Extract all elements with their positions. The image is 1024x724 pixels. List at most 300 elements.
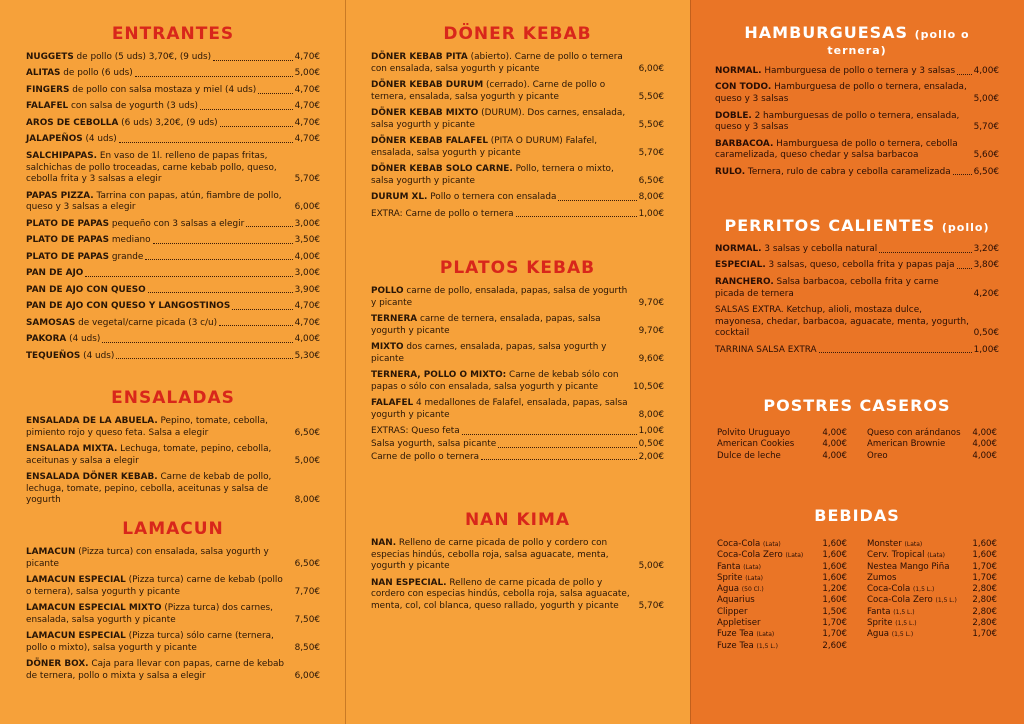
drink-price: 2,80€: [972, 618, 997, 629]
item-list: [715, 244, 999, 356]
item-desc: de pollo con salsa mostaza y miel (4 uds): [69, 84, 257, 95]
item-name: PAN DE AJO CON QUESO: [26, 284, 146, 295]
drink-size: (Lata): [785, 552, 804, 560]
item-price: 0,50€: [638, 438, 664, 449]
leader-dots: [558, 200, 636, 201]
drink-label: Oreo: [867, 450, 888, 461]
drink-size: (1,5 L.): [893, 608, 915, 616]
item-price: 4,00€: [294, 251, 320, 262]
drink-size: (Lata): [927, 552, 945, 560]
item-row: [26, 631, 320, 654]
menu-item: [26, 118, 320, 130]
drink-name: [717, 618, 761, 629]
menu-item: [26, 416, 320, 439]
item-desc: Salsa barbacoa, cebolla frita y carne picada de ternera: [715, 276, 939, 299]
item-row: [371, 164, 664, 187]
drink-label: Agua: [867, 629, 890, 640]
item-desc: Relleno de carne picada de pollo y cordero con especias hindús, cebolla roja, salsa aguacate, menta, yogurth y picante: [371, 538, 609, 572]
item-row: [371, 136, 664, 159]
drink-label: Fuze Tea: [717, 640, 754, 651]
section-hamburguesas: [715, 25, 999, 183]
item-name: PAN DE AJO CON QUESO Y LANGOSTINOS: [26, 301, 231, 312]
drink-row: [717, 562, 847, 573]
item-desc: Carne de kebab sólo con papas o sólo con ensalada, salsa yogurth y picante: [371, 370, 619, 392]
menu-item: [26, 219, 320, 231]
item-price: 5,30€: [294, 350, 320, 361]
item-name: PLATO DE PAPAS: [26, 235, 110, 246]
drink-row: [867, 618, 997, 629]
item-price: 4,70€: [294, 134, 320, 145]
drink-name: [867, 451, 888, 462]
drink-label: American Brownie: [867, 439, 946, 450]
item-name: TERNERA, POLLO O MIXTO:: [371, 370, 507, 381]
section-title: ENTRANTES: [111, 24, 235, 44]
item-row: [715, 111, 999, 134]
item-price: 5,70€: [294, 174, 320, 185]
item-text: [371, 452, 479, 464]
item-text: [371, 108, 635, 131]
item-text: [715, 167, 951, 179]
item-name: ENSALADA MIXTA.: [26, 444, 118, 455]
menu-item: [715, 345, 999, 357]
item-row: [26, 219, 320, 231]
item-price: 7,70€: [294, 586, 320, 597]
drink-row: [717, 629, 847, 640]
item-row: [26, 416, 320, 439]
menu-item: [371, 164, 664, 187]
drink-price: 4,00€: [972, 439, 997, 450]
item-name: RULO.: [715, 166, 746, 177]
item-text: [26, 603, 291, 626]
item-text: [26, 547, 291, 570]
item-price: 2,00€: [638, 451, 664, 462]
menu-item: [715, 139, 999, 162]
item-row: [26, 659, 320, 682]
menu-item: [371, 426, 664, 438]
item-row: [26, 52, 320, 64]
item-text: [371, 286, 635, 309]
section-title: NAN KIMA: [464, 510, 571, 530]
drink-name: [867, 618, 917, 629]
drink-row: [717, 607, 847, 618]
section-platos: [371, 260, 664, 464]
drink-price: 2,80€: [972, 606, 997, 617]
menu-item: [26, 85, 320, 97]
item-desc: 4 medallones de Falafel, ensalada, papas, salsa yogurth y picante: [371, 398, 628, 420]
item-text: [371, 370, 629, 393]
item-name: PLATO DE PAPAS: [26, 251, 110, 262]
menu-item: [26, 334, 320, 346]
drink-size: (1,5 L.): [935, 597, 957, 605]
item-price: 3,90€: [294, 284, 320, 295]
drink-label: Coca-Cola: [717, 539, 761, 549]
item-row: [26, 101, 320, 113]
item-row: [26, 301, 320, 313]
leader-dots: [116, 358, 292, 359]
item-name: DÖNER BOX.: [26, 659, 89, 670]
item-row: [371, 398, 664, 421]
item-text: [715, 244, 877, 256]
drink-size: (Lata): [904, 541, 923, 548]
drink-label: Queso con arándanos: [867, 428, 961, 438]
item-row: [26, 472, 320, 507]
item-desc: (DURUM). Dos carnes, ensalada, salsa yogurth y picante: [371, 108, 626, 130]
leader-dots: [213, 60, 292, 61]
drink-row: [867, 539, 997, 550]
item-desc: Salsa yogurth, salsa picante: [371, 438, 497, 449]
item-text: [371, 342, 635, 365]
item-price: 4,70€: [294, 317, 320, 328]
item-text: [26, 334, 100, 346]
section-entrantes: [26, 26, 320, 367]
item-name: ENSALADA DE LA ABUELA.: [26, 416, 158, 426]
item-price: 3,50€: [294, 235, 320, 246]
item-desc: Hamburguesa de pollo o ternera, cebolla caramelizada, queso chedar y salsa barbacoa: [715, 138, 958, 161]
item-text: [26, 575, 291, 598]
drink-row: [867, 607, 997, 618]
item-name: BARBACOA.: [715, 138, 774, 149]
drink-price: 1,70€: [972, 561, 997, 572]
drink-name: [717, 428, 790, 439]
drink-label: Dulce de leche: [717, 450, 781, 461]
item-row: [26, 68, 320, 80]
section-title: PLATOS KEBAB: [439, 258, 596, 278]
section-title: LAMACUN: [122, 519, 224, 539]
menu-item: [26, 52, 320, 64]
menu-item: [26, 268, 320, 280]
item-price: 5,70€: [638, 600, 664, 611]
item-row: [26, 85, 320, 97]
menu-item: [371, 342, 664, 365]
item-desc: Caja para llevar con papas, carne de kebab de ternera, pollo o mixta y salsa a elegir: [26, 659, 285, 681]
section-ensaladas: [26, 390, 320, 512]
item-row: [371, 370, 664, 393]
drink-label: American Cookies: [717, 439, 795, 450]
item-row: [715, 167, 999, 179]
drink-name: [717, 562, 761, 573]
item-text: [371, 426, 460, 438]
bebidas-list-right: [867, 539, 997, 652]
item-text: [26, 268, 83, 280]
item-row: [26, 118, 320, 130]
item-price: 4,00€: [973, 66, 999, 76]
menu-item: [371, 452, 664, 464]
item-desc: Pepino, tomate, cebolla, pimiento rojo y queso feta. Salsa a elegir: [26, 416, 268, 438]
item-name: NORMAL.: [715, 244, 762, 254]
item-name: FALAFEL: [371, 398, 414, 409]
item-desc: (6 uds) 3,20€, (9 uds): [118, 117, 218, 128]
menu-item: [26, 631, 320, 654]
item-name: DOBLE.: [715, 110, 752, 121]
leader-dots: [879, 252, 971, 253]
item-list: [26, 547, 320, 683]
drink-name: [867, 539, 922, 550]
item-text: [26, 631, 291, 654]
item-name: LAMACUN: [26, 547, 76, 557]
item-desc: (4 uds): [66, 334, 101, 345]
menu-item: [371, 52, 664, 75]
drink-label: Cerv. Tropical: [867, 550, 925, 561]
menu-item: [26, 472, 320, 507]
item-row: [26, 334, 320, 346]
drink-row: [717, 428, 847, 439]
item-name: TERNERA: [371, 314, 418, 325]
leader-dots: [819, 352, 972, 353]
section-title: [715, 218, 999, 234]
drink-row: [867, 439, 997, 450]
menu-item: [26, 575, 320, 598]
menu-item: [371, 398, 664, 421]
item-price: 3,00€: [294, 268, 320, 279]
item-text: [371, 578, 635, 613]
drink-size: (1,5 L.): [891, 631, 914, 639]
drink-row: [717, 550, 847, 561]
drink-price: 1,20€: [822, 584, 847, 595]
item-text: [26, 444, 291, 467]
menu-item: [371, 370, 664, 393]
menu-item: [26, 285, 320, 297]
item-text: [371, 209, 514, 221]
item-desc: Carne de kebab de pollo, lechuga, tomate, pepino, cebolla, aceitunas y salsa de yogurth: [26, 472, 272, 506]
item-text: [371, 538, 635, 573]
drink-name: [867, 607, 915, 618]
item-price: 4,70€: [294, 117, 320, 128]
menu-item: [26, 252, 320, 264]
item-desc: Carne de pollo o ternera: [371, 451, 480, 462]
drink-price: 4,00€: [972, 428, 997, 438]
drink-label: Monster: [867, 539, 902, 549]
menu-item: [26, 318, 320, 330]
item-price: 10,50€: [632, 381, 664, 392]
item-desc: 3 salsas, queso, cebolla frita y papas paja: [765, 260, 955, 271]
item-row: [715, 244, 999, 256]
item-text: [26, 101, 198, 113]
menu-item: [715, 167, 999, 179]
leader-dots: [145, 259, 292, 260]
item-row: [26, 444, 320, 467]
item-price: 5,70€: [973, 122, 999, 133]
item-desc: dos carnes, ensalada, papas, salsa yogurth y picante: [371, 342, 607, 364]
menu-item: [715, 260, 999, 272]
drink-label: Fanta: [867, 606, 891, 617]
drink-row: [717, 618, 847, 629]
item-row: [26, 318, 320, 330]
menu-item: [26, 547, 320, 570]
item-row: [371, 192, 664, 204]
leader-dots: [200, 109, 293, 110]
leader-dots: [516, 216, 637, 217]
drink-name: [867, 550, 945, 561]
menu-item: [371, 108, 664, 131]
item-price: 8,00€: [638, 409, 664, 420]
drink-name: [867, 584, 934, 595]
item-row: [26, 235, 320, 247]
item-price: 6,00€: [638, 63, 664, 74]
drink-name: [867, 573, 896, 584]
postres-list-left: [717, 428, 847, 462]
drink-name: [867, 629, 913, 640]
section-perritos: [715, 218, 999, 361]
item-row: [715, 139, 999, 162]
item-name: DÖNER KEBAB FALAFEL: [371, 136, 488, 147]
drink-price: 1,70€: [972, 572, 997, 583]
drink-row: [867, 550, 997, 561]
item-name: PAN DE AJO: [26, 268, 84, 279]
drink-price: 1,60€: [972, 539, 997, 549]
drink-size: (50 Cl.): [741, 586, 764, 594]
drink-row: [717, 439, 847, 450]
item-desc: mediano: [109, 235, 151, 246]
menu-item: [715, 244, 999, 256]
drink-row: [867, 573, 997, 584]
item-name: LAMACUN ESPECIAL MIXTO: [26, 603, 162, 614]
drink-label: Nestea Mango Piña: [867, 561, 950, 572]
item-desc: (abierto). Carne de pollo o ternera con ensalada, salsa yogurth y picante: [371, 52, 623, 74]
drink-price: 2,60€: [822, 640, 847, 651]
item-row: [26, 252, 320, 264]
section-title: DÖNER KEBAB: [443, 24, 592, 44]
item-desc: pequeño con 3 salsas a elegir: [109, 218, 245, 229]
item-row: [371, 538, 664, 573]
item-row: [26, 191, 320, 214]
drink-name: [717, 573, 763, 584]
item-list: [371, 52, 664, 220]
item-price: 5,50€: [638, 119, 664, 130]
section-nankima: [371, 512, 664, 617]
menu-item: [26, 191, 320, 214]
item-list: [26, 52, 320, 362]
item-name: MIXTO: [371, 342, 404, 353]
drink-row: [867, 584, 997, 595]
item-price: 4,70€: [294, 101, 320, 112]
item-text: [371, 80, 635, 103]
item-name: FALAFEL: [26, 101, 69, 112]
drink-size: (1,5 L.): [756, 642, 778, 650]
item-desc: (Pizza turca) con ensalada, salsa yogurth y picante: [26, 547, 269, 569]
item-text: [715, 277, 970, 300]
item-list: [26, 416, 320, 507]
title-text: PERRITOS CALIENTES: [724, 216, 936, 235]
item-list: [371, 286, 664, 422]
item-desc: (cerrado). Carne de pollo o ternera, ensalada, salsa yogurth y picante: [371, 80, 606, 102]
drink-price: 1,60€: [822, 561, 847, 572]
item-desc: carne de pollo, ensalada, papas, salsa de yogurth y picante: [371, 286, 628, 308]
item-price: 5,00€: [973, 94, 999, 105]
item-price: 6,50€: [638, 175, 664, 186]
menu-item: [26, 351, 320, 363]
item-row: [371, 439, 664, 451]
item-price: 5,00€: [294, 68, 320, 79]
leader-dots: [135, 76, 293, 77]
item-desc: 3 salsas y cebolla natural: [761, 244, 878, 254]
menu-item: [26, 68, 320, 80]
leader-dots: [85, 276, 292, 277]
drink-row: [867, 451, 997, 462]
item-row: [26, 285, 320, 297]
item-row: [371, 209, 664, 221]
drink-label: Coca-Cola Zero: [867, 595, 933, 606]
item-desc: Tarrina con papas, atún, fiambre de pollo, queso y 3 salsas a elegir: [26, 190, 282, 213]
item-row: [371, 314, 664, 337]
item-desc: de pollo (6 uds): [60, 68, 133, 79]
menu-item: [26, 603, 320, 626]
item-name: RANCHERO.: [715, 276, 774, 287]
drink-row: [717, 584, 847, 595]
item-price: 1,00€: [638, 426, 664, 437]
title-sub: (pollo): [941, 221, 990, 234]
drink-name: [717, 607, 748, 618]
leader-dots: [232, 309, 292, 310]
item-price: 8,00€: [638, 192, 664, 203]
drink-price: 2,80€: [972, 595, 997, 606]
item-text: [715, 305, 970, 340]
item-name: LAMACUN ESPECIAL: [26, 575, 126, 586]
item-desc: Pollo o ternera con ensalada: [427, 192, 557, 203]
leader-dots: [102, 342, 292, 343]
item-name: SALCHIPAPAS.: [26, 150, 98, 161]
item-price: 8,00€: [294, 495, 320, 506]
item-text: [715, 82, 970, 105]
drink-price: 1,70€: [822, 618, 847, 629]
section-title: POSTRES CASEROS: [763, 396, 951, 415]
drink-price: 1,60€: [822, 539, 847, 549]
menu-item: [371, 439, 664, 451]
item-price: 3,80€: [973, 260, 999, 271]
item-text: [715, 345, 817, 357]
section-title: BEBIDAS: [814, 506, 900, 525]
drink-price: 4,00€: [822, 450, 847, 461]
item-text: [26, 219, 244, 231]
menu-item: [371, 80, 664, 103]
item-name: POLLO: [371, 286, 404, 296]
drink-price: 4,00€: [972, 450, 997, 461]
item-text: [26, 472, 291, 507]
item-text: [371, 314, 635, 337]
item-text: [371, 136, 635, 159]
item-row: [26, 547, 320, 570]
item-text: [26, 191, 291, 214]
item-price: 6,50€: [973, 166, 999, 177]
item-price: 1,00€: [973, 344, 999, 355]
item-desc: (4 uds): [82, 134, 117, 145]
item-desc: Lechuga, tomate, pepino, cebolla, aceitunas y salsa a elegir: [26, 444, 272, 466]
item-text: [371, 164, 635, 187]
item-desc: (Pizza turca) carne de kebab (pollo o ternera), salsa yogurth y picante: [26, 575, 283, 597]
drink-name: [717, 584, 764, 595]
item-text: [715, 66, 955, 78]
item-price: 4,70€: [294, 52, 320, 62]
item-price: 3,20€: [973, 244, 999, 254]
item-name: DÖNER KEBAB SOLO CARNE.: [371, 164, 513, 175]
item-price: 5,50€: [638, 91, 664, 102]
drink-name: [867, 439, 945, 450]
item-name: NAN.: [371, 538, 397, 548]
drink-row: [717, 573, 847, 584]
drink-row: [717, 539, 847, 550]
drink-label: Clipper: [717, 606, 748, 617]
menu-item: [26, 301, 320, 313]
drink-name: [717, 629, 774, 640]
item-name: DÖNER KEBAB DURUM: [371, 80, 484, 91]
item-name: NUGGETS: [26, 52, 74, 62]
drink-label: Polvito Uruguayo: [717, 428, 791, 438]
drink-label: Zumos: [867, 572, 897, 583]
item-text: [371, 439, 496, 451]
menu-item: [26, 101, 320, 113]
item-desc: En vaso de 1l. relleno de papas fritas, salchichas de pollo troceadas, carne kebab pollo, queso, cebolla frita y 3 salsas a elegir: [26, 150, 277, 185]
drink-price: 4,00€: [822, 428, 847, 438]
item-text: [26, 151, 291, 186]
